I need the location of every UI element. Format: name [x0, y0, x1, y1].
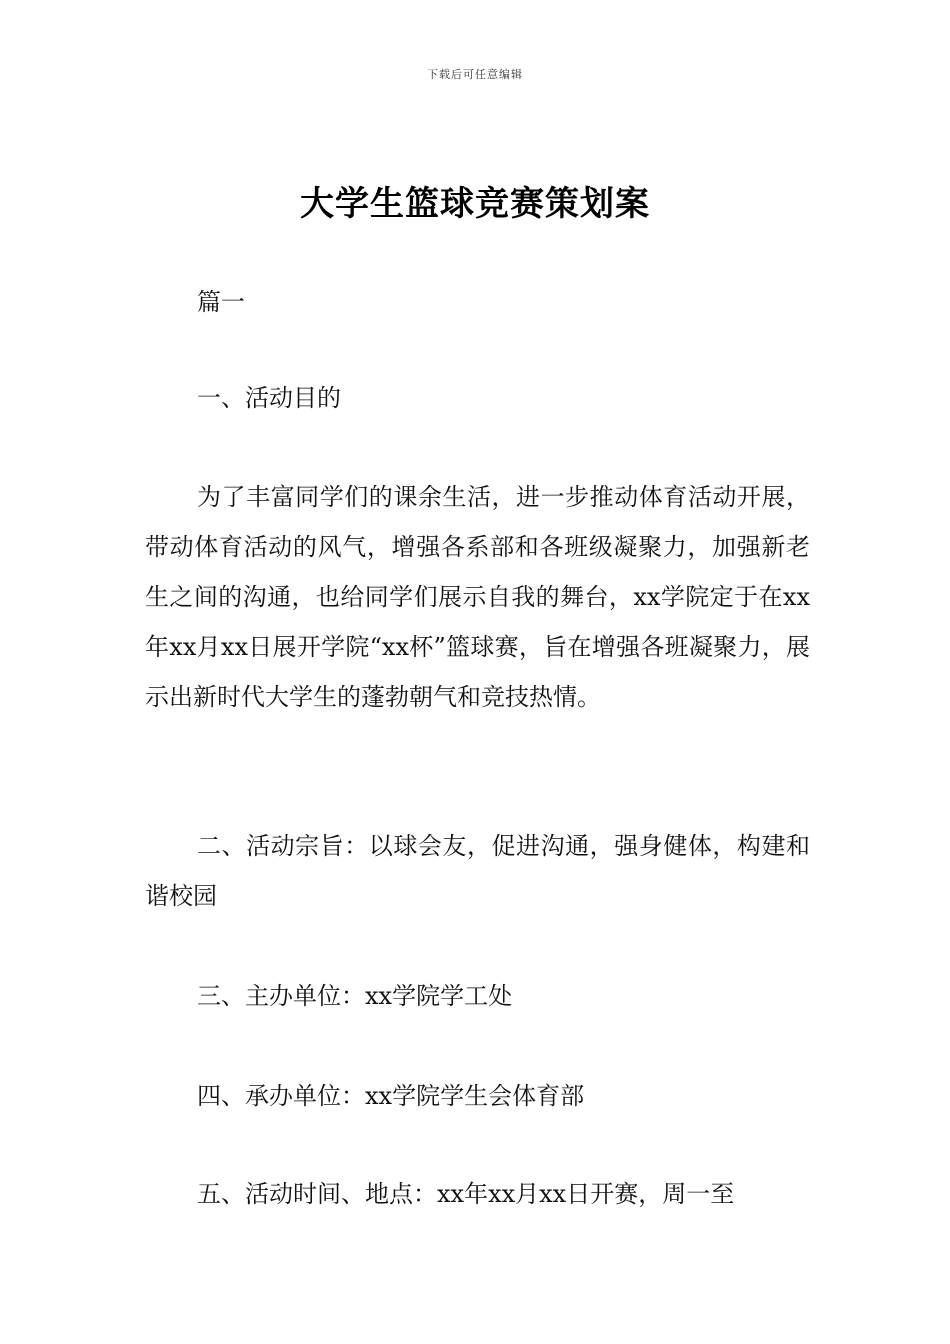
section-label-text: 篇一 [197, 288, 245, 316]
section-label [145, 277, 810, 327]
paragraph-purpose [145, 472, 810, 722]
item-undertaker [145, 1071, 810, 1121]
item-organizer [145, 971, 810, 1021]
document-title: 大学生篮球竞赛策划案 [300, 184, 650, 224]
header-note: 下载后可任意编辑 [427, 68, 523, 81]
item-tenet [145, 821, 810, 921]
item-organizer-text: 三、主办单位：xx学院学工处 [197, 982, 513, 1010]
item-tenet-text: 二、活动宗旨：以球会友，促进沟通，强身健体，构建和谐校园 [145, 832, 810, 910]
paragraph-purpose-text: 为了丰富同学们的课余生活，进一步推动体育活动开展，带动体育活动的风气，增强各系部和各班级凝聚力，加强新老生之间的沟通，也给同学们展示自我的舞台，xx学院定于在xx年xx月xx日展开学院“xx杯”篮球赛，旨在增强各班凝聚力，展示出新时代大学生的蓬勃朝气和竞技热情。 [145, 483, 810, 711]
item-undertaker-text: 四、承办单位：xx学院学生会体育部 [197, 1082, 585, 1110]
item-time-place [145, 1169, 810, 1219]
heading-purpose [145, 373, 810, 423]
heading-purpose-text: 一、活动目的 [197, 384, 341, 412]
item-time-place-text: 五、活动时间、地点：xx年xx月xx日开赛，周一至 [197, 1180, 735, 1208]
